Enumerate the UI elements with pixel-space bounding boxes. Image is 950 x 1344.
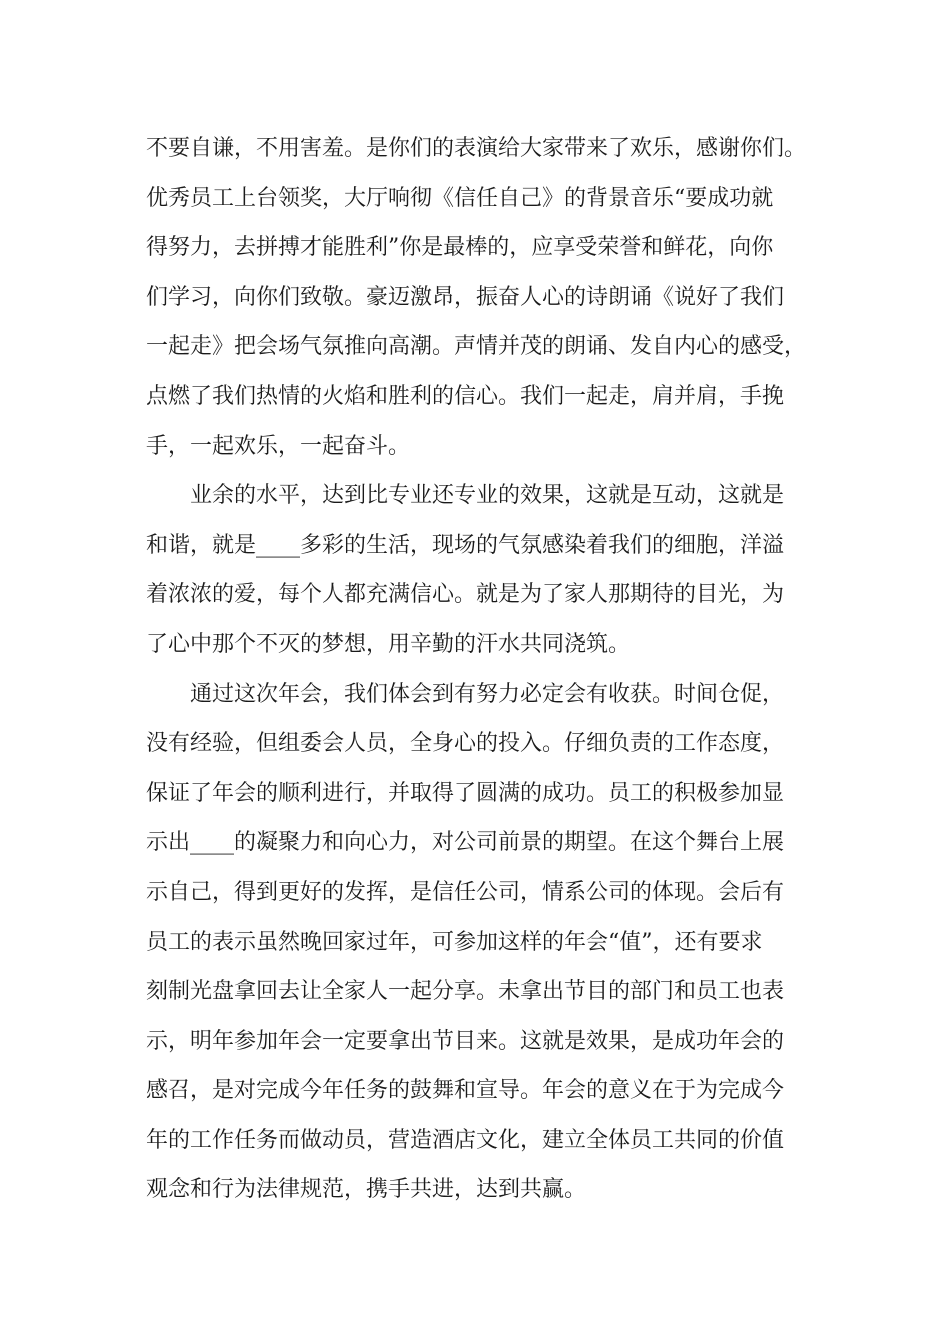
text-line: 感召，是对完成今年任务的鼓舞和宣导。年会的意义在于为完成今 [146, 1078, 785, 1104]
paragraph-3 [146, 670, 816, 1216]
text-line: 着浓浓的爱，每个人都充满信心。就是为了家人那期待的目光，为 [146, 582, 785, 608]
text-line: 业余的水平，达到比专业还专业的效果，这就是互动，这就是 [190, 483, 785, 509]
document-body [146, 124, 816, 1215]
text-line: 一起走》把会场气氛推向高潮。声情并茂的朗诵、发自内心的感受， [146, 334, 807, 360]
text-line: 观念和行为法律规范，携手共进，达到共赢。 [146, 1177, 587, 1203]
text-line: 年的工作任务而做动员，营造酒店文化，建立全体员工共同的价值 [146, 1127, 785, 1153]
paragraph-2 [146, 471, 816, 669]
text-line: 没有经验，但组委会人员，全身心的投入。仔细负责的工作态度， [146, 731, 785, 757]
text-line: 了心中那个不灭的梦想，用辛勤的汗水共同浇筑。 [146, 631, 631, 657]
text-line: 们学习，向你们致敬。豪迈激昂，振奋人心的诗朗诵《说好了我们 [146, 284, 785, 310]
text-line: 不要自谦，不用害羞。是你们的表演给大家带来了欢乐，感谢你们。 [146, 136, 807, 161]
text-line: 得努力，去拼搏才能胜利”你是最棒的，应享受荣誉和鲜花，向你 [146, 235, 774, 261]
text-line: 保证了年会的顺利进行，并取得了圆满的成功。员工的积极参加显 [146, 780, 785, 806]
text-line: 示自己，得到更好的发挥，是信任公司，情系公司的体现。会后有 [146, 879, 785, 905]
text-line: 手，一起欢乐，一起奋斗。 [146, 433, 411, 459]
text-line: 和谐，就是____多彩的生活，现场的气氛感染着我们的细胞，洋溢 [146, 532, 785, 558]
text-line: 点燃了我们热情的火焰和胜利的信心。我们一起走，肩并肩，手挽 [146, 383, 785, 409]
text-line: 示出____的凝聚力和向心力，对公司前景的期望。在这个舞台上展 [146, 830, 785, 856]
text-line: 优秀员工上台领奖，大厅响彻《信任自己》的背景音乐“要成功就 [146, 185, 774, 211]
text-line: 员工的表示虽然晚回家过年，可参加这样的年会“值”，还有要求 [146, 929, 763, 955]
text-line: 刻制光盘拿回去让全家人一起分享。未拿出节目的部门和员工也表 [146, 979, 785, 1005]
text-line: 通过这次年会，我们体会到有努力必定会有收获。时间仓促， [190, 681, 785, 707]
paragraph-1 [146, 124, 816, 471]
text-line: 示，明年参加年会一定要拿出节目来。这就是效果，是成功年会的 [146, 1028, 785, 1054]
